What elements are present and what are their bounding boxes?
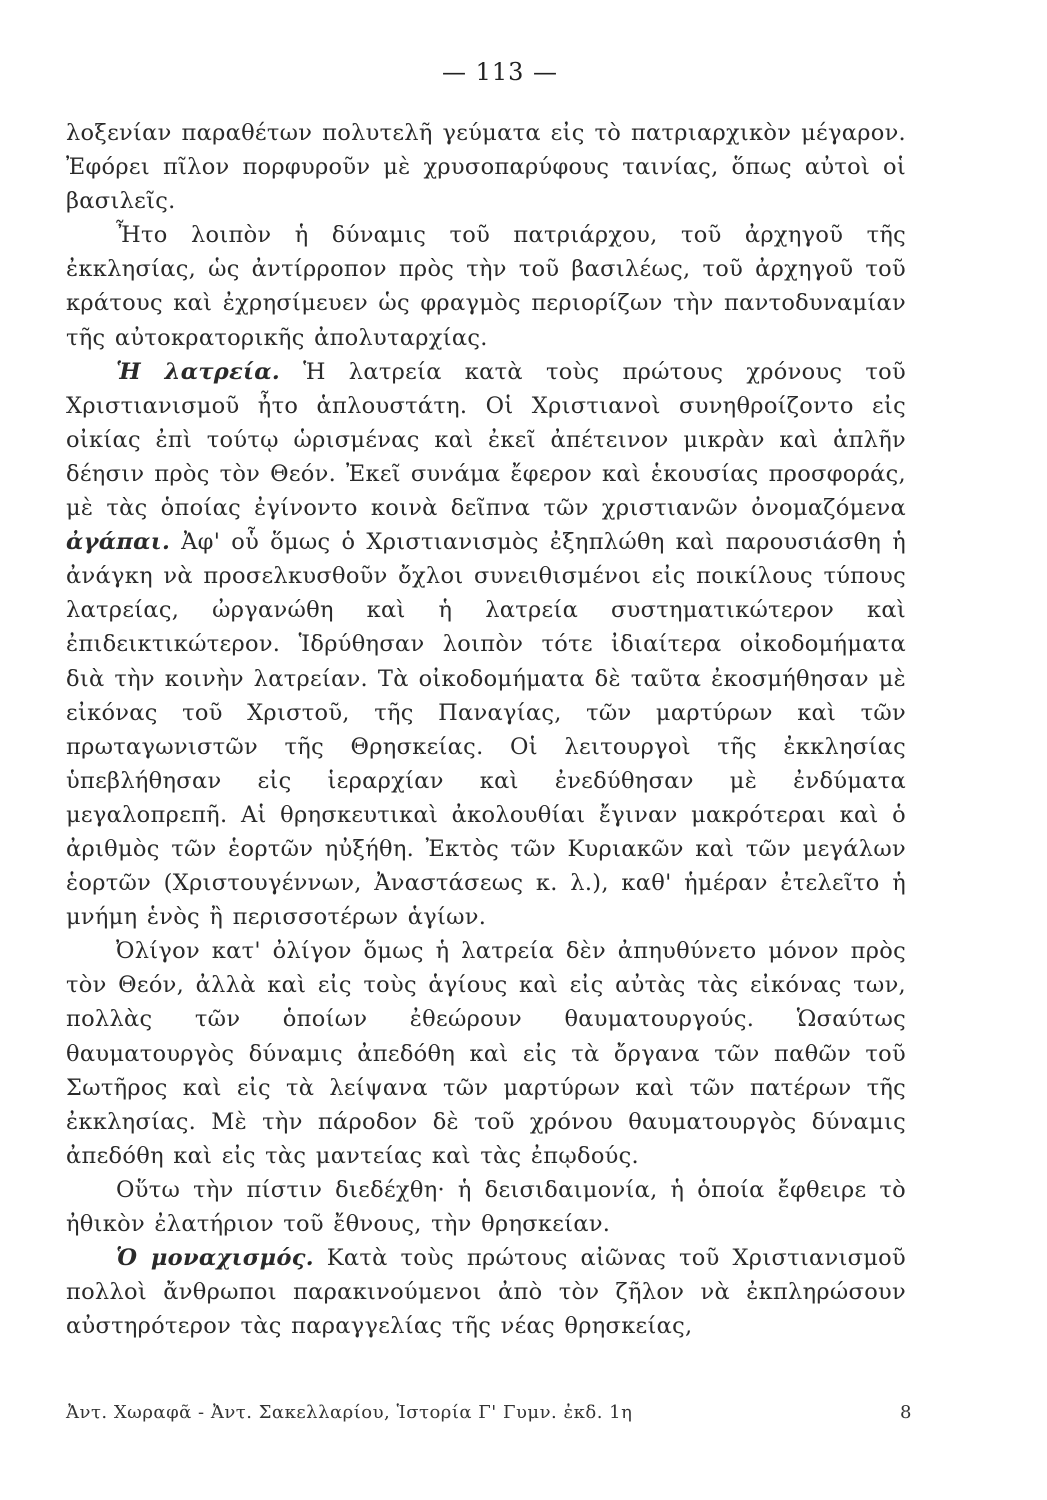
term-agapai: ἀγάπαι. <box>66 529 171 556</box>
main-text <box>66 116 906 1343</box>
paragraph-patriarch-power: Ἦτο λοιπὸν ἡ δύναμις τοῦ πατριάρχου, τοῦ ἀρχηγοῦ τῆς ἐκκλησίας, ὡς ἀντίρροπον πρὸς τὴν τοῦ βασιλέως, τοῦ ἀρχηγοῦ τοῦ κράτους καὶ ἐχρησίμευεν ὡς φραγμὸς περιορίζων τὴν παντοδυναμίαν τῆς αὐτοκρατορικῆς ἀπολυταρχίας. <box>66 222 906 351</box>
worship-text-b: Ἀφ' οὗ ὅμως ὁ Χριστιανισμὸς ἐξηπλώθη καὶ παρουσιάσθη ἡ ἀνάγκη νὰ προσελκυσθοῦν ὄχλοι συνειθισμένοι εἰς ποικίλους τύπους λατρείας, ὠργανώθη καὶ ἡ λατρεία συστηματικώτερον καὶ ἐπιδεικτικώτερον. Ἱδρύθησαν λοιπὸν τότε ἰδιαίτερα οἰκοδομήματα διὰ τὴν κοινὴν λατρείαν. Τὰ οἰκοδομήματα δὲ ταῦτα ἐκοσμήθησαν μὲ εἰκόνας τοῦ Χριστοῦ, τῆς Παναγίας, τῶν μαρτύρων καὶ τῶν πρωταγωνιστῶν τῆς Θρησκείας. Οἱ λειτουργοὶ τῆς ἐκκλησίας ὑπεβλήθησαν εἰς ἱεραρχίαν καὶ ἐνεδύθησαν μὲ ἐνδύματα μεγαλοπρεπῆ. Αἱ θρησκευτικαὶ ἀκολουθίαι ἔγιναν μακρότεραι καὶ ὁ ἀριθμὸς τῶν ἑορτῶν ηὐξήθη. Ἐκτὸς τῶν Κυριακῶν καὶ τῶν μεγάλων ἑορτῶν (Χριστουγέννων, Ἀναστάσεως κ. λ.), καθ' ἡμέραν ἐτελεῖτο ἡ μνήμη ἑνὸς ἢ περισσοτέρων ἁγίων. <box>66 529 906 931</box>
footer-citation: Ἀντ. Χωραφᾶ - Ἀντ. Σακελλαρίου, Ἱστορία Γ' Γυμν. ἐκδ. 1η <box>66 1402 633 1423</box>
paragraph-saints-icons: Ὀλίγον κατ' ὀλίγον ὅμως ἡ λατρεία δὲν ἀπηυθύνετο μόνον πρὸς τὸν Θεόν, ἀλλὰ καὶ εἰς τοὺς ἁγίους καὶ εἰς αὐτὰς τὰς εἰκόνας των, πολλὰς τῶν ὁποίων ἐθεώρουν θαυματουργούς. Ὡσαύτως θαυματουργὸς δύναμις ἀπεδόθη καὶ εἰς τὰ ὄργανα τῶν παθῶν τοῦ Σωτῆρος καὶ εἰς τὰ λείψανα τῶν μαρτύρων καὶ τῶν πατέρων τῆς ἐκκλησίας. Μὲ τὴν πάροδον δὲ τοῦ χρόνου θαυματουργὸς δύναμις ἀπεδόθη καὶ εἰς τὰς μαντείας καὶ τὰς ἐπῳδούς. <box>66 938 906 1169</box>
monasticism-text: Κατὰ τοὺς πρώτους αἰῶνας τοῦ Χριστιανισμοῦ πολλοὶ ἄνθρωποι παρακινούμενοι ἀπὸ τὸν ζῆλον νὰ ἐκπληρώσουν αὐστηρότερον τὰς παραγγελίας τῆς νέας θρησκείας, <box>66 1245 906 1340</box>
paragraph-monasticism <box>66 1241 906 1343</box>
paragraph-worship <box>66 355 906 935</box>
page-footer <box>66 1402 912 1423</box>
section-heading-monasticism: Ὁ μοναχισμός. <box>116 1245 314 1272</box>
paragraph-superstition: Οὕτω τὴν πίστιν διεδέχθη· ἡ δεισιδαιμονία, ἡ ὁποία ἔφθειρε τὸ ἠθικὸν ἐλατήριον τοῦ ἔθνους, τὴν θρησκείαν. <box>66 1176 906 1237</box>
worship-text-a: Ἡ λατρεία κατὰ τοὺς πρώτους χρόνους τοῦ Χριστιανισμοῦ ἦτο ἁπλουστάτη. Οἱ Χριστιανοὶ συνηθροίζοντο εἰς οἰκίας ἐπὶ τούτῳ ὡρισμένας καὶ ἐκεῖ ἀπέτεινον μικρὰν καὶ ἁπλῆν δέησιν πρὸς τὸν Θεόν. Ἐκεῖ συνάμα ἔφερον καὶ ἑκουσίας προσφοράς, μὲ τὰς ὁποίας ἐγίνοντο κοινὰ δεῖπνα τῶν χριστιανῶν ὀνομαζόμενα <box>66 358 906 522</box>
page-number: — 113 — <box>441 58 559 86</box>
printer-signature: 8 <box>900 1402 912 1423</box>
section-heading-worship: Ἡ λατρεία. <box>116 358 280 385</box>
paragraph-continuation: λοξενίαν παραθέτων πολυτελῆ γεύματα εἰς τὸ πατριαρχικὸν μέγαρον. Ἐφόρει πῖλον πορφυροῦν μὲ χρυσοπαρύφους ταινίας, ὅπως αὐτοὶ οἱ βασιλεῖς. <box>66 120 906 215</box>
